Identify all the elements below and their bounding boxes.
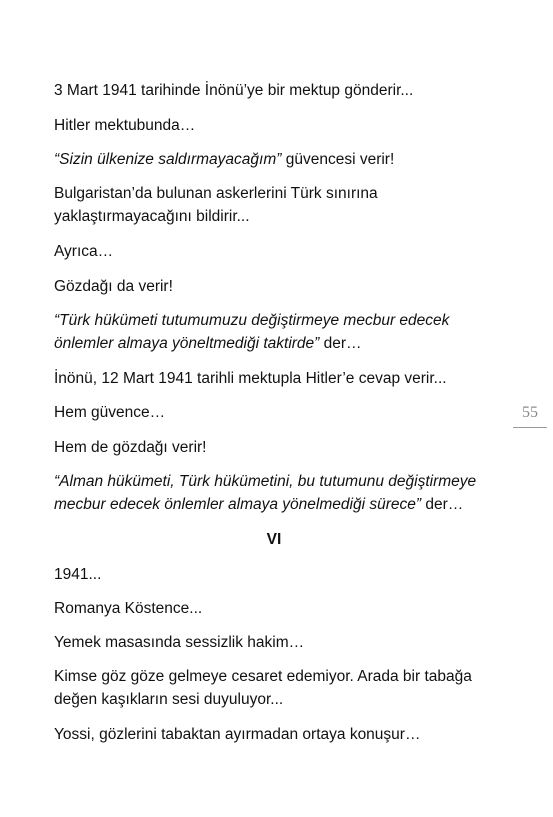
paragraph-11 xyxy=(54,470,494,516)
paragraph-text: Hem güvence… xyxy=(54,404,166,421)
italic-quote: önlemler almaya yöneltmediği taktirde” xyxy=(54,335,320,352)
paragraph-5 xyxy=(54,240,494,263)
paragraph-6 xyxy=(54,275,494,298)
paragraph-text: Hem de gözdağı verir! xyxy=(54,439,207,456)
paragraph-10 xyxy=(54,436,494,459)
paragraph-text: Ayrıca… xyxy=(54,243,114,260)
paragraph-text: Hitler mektubunda… xyxy=(54,117,196,134)
section-heading: VI xyxy=(266,531,282,548)
paragraph-line: Kimse göz göze gelmeye cesaret edemiyor. Arada bir tabağa xyxy=(54,668,472,685)
paragraph-line: değen kaşıkların sesi duyuluyor... xyxy=(54,691,284,708)
paragraph-4 xyxy=(54,182,494,228)
paragraph-text: Gözdağı da verir! xyxy=(54,278,173,295)
italic-quote: mecbur edecek önlemler almaya yönelmediği sürece” xyxy=(54,496,422,513)
italic-quote: “Sizin ülkenize saldırmayacağım” xyxy=(54,151,282,168)
paragraph-16 xyxy=(54,723,494,746)
paragraph-line: Bulgaristan’da bulunan askerlerini Türk sınırına xyxy=(54,185,378,202)
paragraph-text: Yemek masasında sessizlik hakim… xyxy=(54,634,305,651)
paragraph-2 xyxy=(54,114,494,137)
paragraph-line: yaklaştırmayacağını bildirir... xyxy=(54,208,250,225)
paragraph-7 xyxy=(54,309,494,355)
paragraph-8 xyxy=(54,367,494,390)
page-number: 55 xyxy=(522,404,538,421)
paragraph-text: der… xyxy=(319,335,362,352)
paragraph-text: İnönü, 12 Mart 1941 tarihli mektupla Hitler’e cevap verir... xyxy=(54,370,447,387)
paragraph-12 xyxy=(54,563,494,586)
paragraph-3 xyxy=(54,148,494,171)
italic-quote: “Türk hükümeti tutumumuzu değiştirmeye mecbur edecek xyxy=(54,312,450,329)
italic-quote: “Alman hükümeti, Türk hükümetini, bu tutumunu değiştirmeye xyxy=(54,473,477,490)
paragraph-15 xyxy=(54,665,494,711)
paragraph-14 xyxy=(54,631,494,654)
paragraph-text: Yossi, gözlerini tabaktan ayırmadan ortaya konuşur… xyxy=(54,726,421,743)
paragraph-text: Romanya Köstence... xyxy=(54,600,203,617)
paragraph-1 xyxy=(54,79,494,102)
paragraph-text: 3 Mart 1941 tarihinde İnönü’ye bir mektup gönderir... xyxy=(54,82,414,99)
paragraph-text: der… xyxy=(421,496,464,513)
paragraph-text: 1941... xyxy=(54,566,102,583)
paragraph-9 xyxy=(54,401,494,424)
paragraph-13 xyxy=(54,597,494,620)
paragraph-text: güvencesi verir! xyxy=(281,151,395,168)
page-number-rule xyxy=(513,427,547,428)
